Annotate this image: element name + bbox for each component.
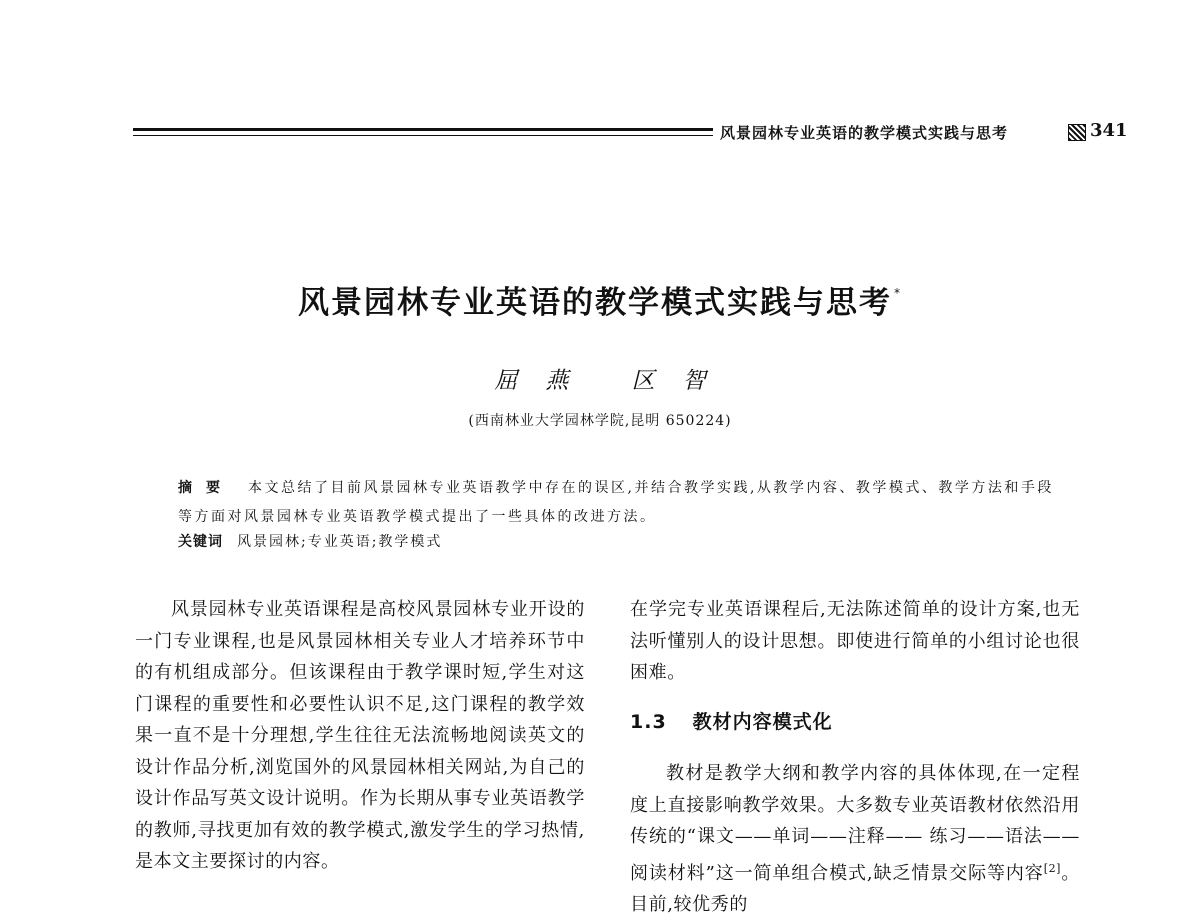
abstract-text: 本文总结了目前风景园林专业英语教学中存在的误区,并结合教学实践,从教学内容、教学模式、教学方法和手段等方面对风景园林专业英语教学模式提出了一些具体的改进方法。: [178, 480, 1054, 525]
header-rule-thick: [133, 128, 713, 131]
section-paragraph-end: 。目前,较优秀的: [630, 862, 1080, 915]
section-heading: [630, 707, 1080, 739]
paper-title-text: 风景园林专业英语的教学模式实践与思考: [298, 285, 892, 321]
page-number: 341: [1090, 120, 1128, 141]
abstract-label: 摘要: [178, 480, 234, 496]
continued-paragraph: 在学完专业英语课程后,无法陈述简单的设计方案,也无法听懂别人的设计思想。即使进行简单的小组讨论也很困难。: [630, 599, 1080, 683]
paper-title: [0, 277, 1200, 322]
keywords-label: 关键词: [178, 534, 223, 550]
left-column: [135, 594, 585, 878]
right-column: [630, 594, 1080, 920]
affiliation: (西南林业大学园林学院,昆明 650224): [468, 413, 732, 429]
title-footnote-mark: *: [894, 286, 902, 300]
keywords-text: 风景园林;专业英语;教学模式: [237, 534, 443, 550]
journal-mark-icon: [1068, 124, 1086, 141]
keywords: [178, 531, 442, 551]
header-rule-thin: [133, 135, 713, 136]
section-title: 教材内容模式化: [692, 710, 833, 733]
section-number: 1.3: [630, 710, 667, 733]
section-paragraph: [630, 758, 1080, 920]
header-rule: [133, 128, 713, 140]
abstract: [178, 474, 1058, 532]
running-header-title: 风景园林专业英语的教学模式实践与思考: [720, 124, 1009, 142]
citation: [2]: [1043, 861, 1062, 875]
authors: 屈燕 区智: [494, 368, 734, 394]
section-paragraph-text: 教材是教学大纲和教学内容的具体体现,在一定程度上直接影响教学效果。大多数专业英语教材依然沿用传统的“课文——单词——注释—— 练习——语法——阅读材料”这一简单组合模式,缺乏情景交际等内容: [630, 763, 1080, 884]
intro-paragraph: 风景园林专业英语课程是高校风景园林专业开设的一门专业课程,也是风景园林相关专业人才培养环节中的有机组成部分。但该课程由于教学课时短,学生对这门课程的重要性和必要性认识不足,这门课程的教学效果一直不是十分理想,学生往往无法流畅地阅读英文的设计作品分析,浏览国外的风景园林相关网站,为自己的设计作品写英文设计说明。作为长期从事专业英语教学的教师,寻找更加有效的教学模式,激发学生的学习热情,是本文主要探讨的内容。: [135, 599, 585, 872]
